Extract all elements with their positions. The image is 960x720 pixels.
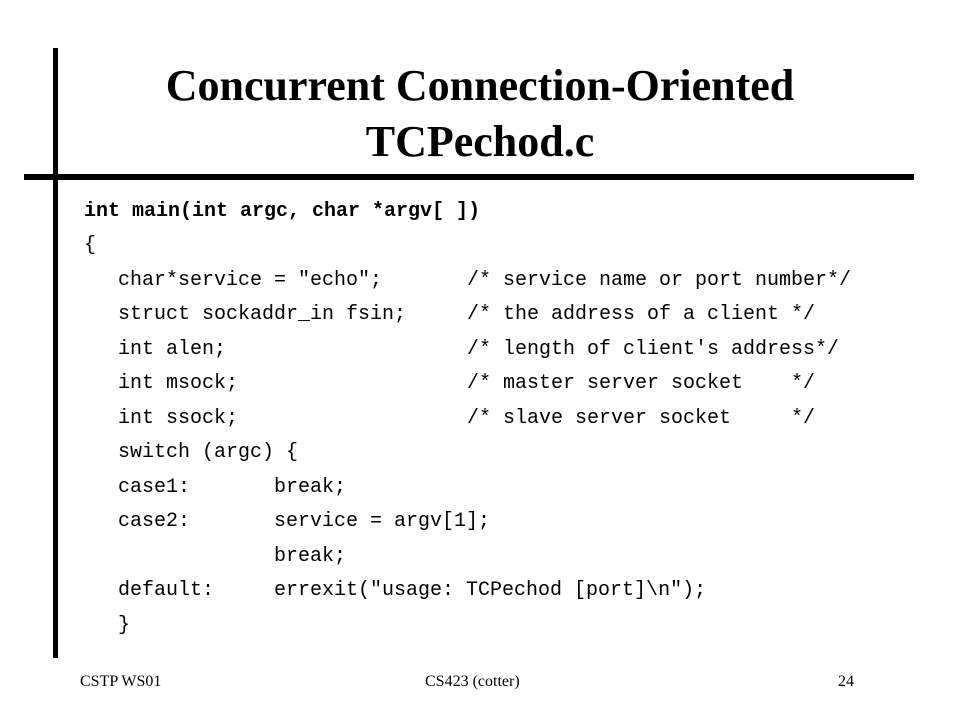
switch-statement: switch (argc) {	[118, 441, 299, 464]
case1-label: case1:	[118, 476, 191, 499]
decl-service: char*service = "echo";	[118, 269, 383, 292]
comment-service: /* service name or port number*/	[467, 269, 852, 292]
footer-left: CSTP WS01	[80, 673, 162, 690]
title-line-2: TCPechod.c	[365, 117, 595, 166]
default-body: errexit("usage: TCPechod [port]\n");	[274, 579, 707, 602]
comment-fsin: /* the address of a client */	[467, 303, 816, 326]
function-signature: int main(int argc, char *argv[ ])	[84, 200, 481, 223]
page-number: 24	[838, 673, 854, 690]
decl-msock: int msock;	[118, 372, 239, 395]
decl-fsin: struct sockaddr_in fsin;	[118, 303, 407, 326]
decl-ssock: int ssock;	[118, 407, 239, 430]
comment-msock: /* master server socket */	[467, 372, 816, 395]
case2-body: service = argv[1];	[274, 510, 491, 533]
default-label: default:	[118, 579, 215, 602]
comment-alen: /* length of client's address*/	[467, 338, 840, 361]
footer-center: CS423 (cotter)	[425, 673, 520, 690]
case2-break: break;	[274, 545, 347, 568]
close-brace: }	[118, 614, 131, 637]
open-brace: {	[84, 234, 97, 257]
comment-ssock: /* slave server socket */	[467, 407, 816, 430]
case1-body: break;	[274, 476, 347, 499]
decl-alen: int alen;	[118, 338, 227, 361]
title-line-1: Concurrent Connection-Oriented	[165, 61, 795, 110]
case2-label: case2:	[118, 510, 191, 533]
